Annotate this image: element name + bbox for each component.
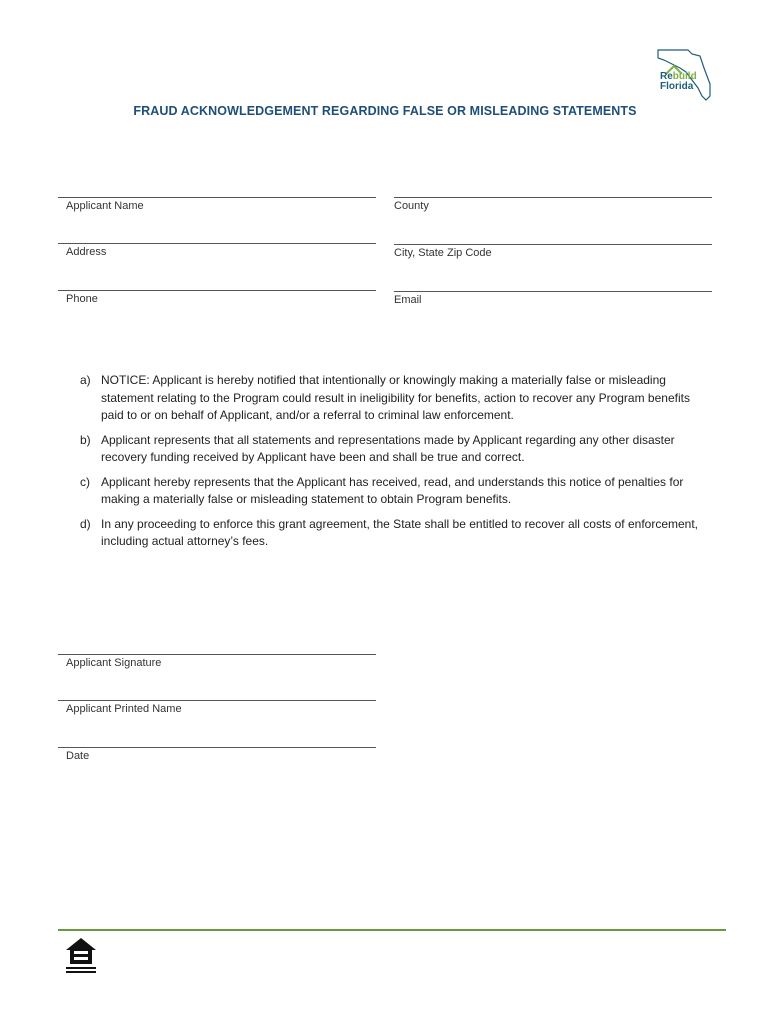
applicant-signature-field[interactable]: Applicant Signature: [58, 654, 376, 669]
notice-marker: a): [80, 373, 91, 387]
page-title: FRAUD ACKNOWLEDGEMENT REGARDING FALSE OR MISLEADING STATEMENTS: [133, 104, 637, 118]
notice-marker: c): [80, 474, 90, 489]
notice-text: Applicant hereby represents that the Applicant has received, read, and understands this notice of penalties for making a materially false or misleading statement to obtain Program benefits.: [101, 474, 684, 506]
equal-housing-opportunity-icon: [64, 936, 98, 974]
notice-item: [64, 516, 714, 551]
rebuild-florida-logo: [660, 72, 697, 92]
notice-item: [64, 474, 714, 509]
footer-divider: [58, 929, 726, 931]
notice-text: In any proceeding to enforce this grant agreement, the State shall be entitled to recover all costs of enforcement, including actual attorney’s fees.: [101, 516, 699, 548]
notice-item: [64, 372, 714, 425]
applicant-printed-name-field[interactable]: Applicant Printed Name: [58, 700, 376, 715]
logo-text-florida: Florida: [660, 81, 694, 92]
county-field[interactable]: County: [394, 197, 712, 212]
city-state-zip-field[interactable]: City, State Zip Code: [394, 244, 712, 259]
email-field[interactable]: Email: [394, 291, 712, 306]
logo-text-re: Re: [660, 71, 673, 82]
applicant-name-field[interactable]: Applicant Name: [58, 197, 376, 212]
notice-item: [64, 432, 714, 467]
notice-text: NOTICE: Applicant is hereby notified that intentionally or knowingly making a materially false or misleading statement relating to the Program could result in ineligibility for benefits, action to recover any Program benefits paid to or on behalf of Applicant, and/or a referral to criminal law enforcement.: [101, 373, 690, 422]
logo-text-build: build: [672, 71, 697, 82]
notice-text: Applicant represents that all statements and representations made by Applicant regarding any other disaster recovery funding received by Applicant have been and shall be true and correct.: [101, 432, 675, 464]
notice-marker: d): [80, 516, 91, 531]
address-field[interactable]: Address: [58, 243, 376, 258]
phone-field[interactable]: Phone: [58, 290, 376, 305]
date-field[interactable]: Date: [58, 747, 376, 762]
notice-list: [64, 372, 714, 558]
notice-marker: b): [80, 432, 91, 447]
